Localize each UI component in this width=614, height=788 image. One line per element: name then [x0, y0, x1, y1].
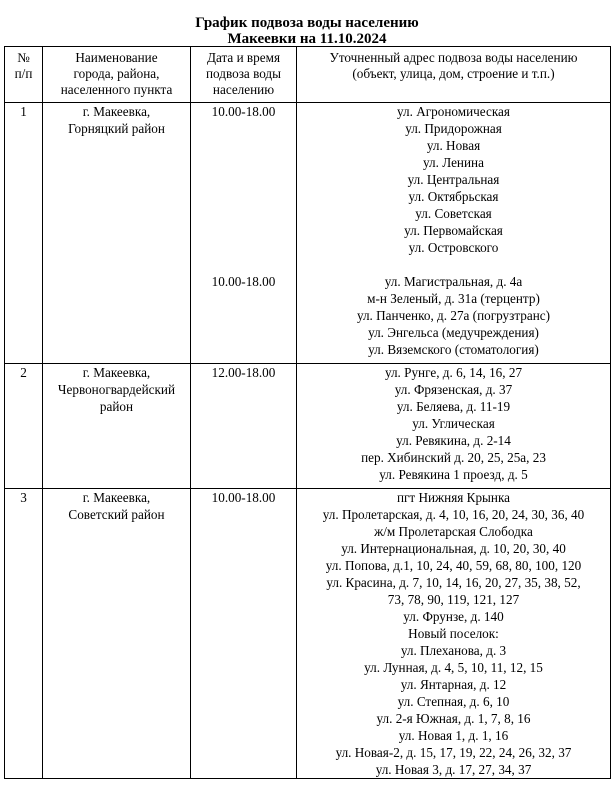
header-address-line: Уточненный адрес подвоза воды населению — [329, 50, 578, 65]
header-address-line: (объект, улица, дом, строение и т.п.) — [352, 66, 555, 81]
city-line: г. Макеевка, — [82, 365, 151, 380]
header-address — [297, 47, 611, 103]
row-number: 1 — [5, 103, 43, 364]
header-time-line: населению — [212, 82, 275, 97]
table-header-row — [5, 47, 611, 103]
address-line: 73, 78, 90, 119, 121, 127 — [387, 592, 520, 607]
address-line: ул. Беляева, д. 11-19 — [396, 399, 511, 414]
address-line: м-н Зеленый, д. 31а (терцентр) — [367, 291, 540, 306]
address-line: ул. Плеханова, д. 3 — [400, 643, 507, 658]
city-line: Советский район — [68, 507, 165, 522]
address-line: ул. Ленина — [423, 155, 484, 170]
address-line: пгт Нижняя Крынка — [396, 490, 511, 505]
address-line: Новый поселок: — [408, 626, 499, 641]
document-title-line2: Макеевки на 11.10.2024 — [227, 31, 387, 47]
address-line: ул. Островского — [408, 240, 499, 255]
header-city — [43, 47, 191, 103]
time-value: 10.00-18.00 — [211, 104, 276, 119]
row-number: 3 — [5, 489, 43, 779]
address-line: ул. Красина, д. 7, 10, 14, 16, 20, 27, 35, 38, 52, — [326, 575, 581, 590]
address-line: ул. Рунге, д. 6, 14, 16, 27 — [384, 365, 523, 380]
water-schedule-table — [4, 46, 611, 779]
time-value: 10.00-18.00 — [211, 490, 276, 505]
row-addresses — [297, 103, 611, 364]
address-line: ул. Агрономическая — [397, 104, 510, 119]
header-time-line: Дата и время — [206, 50, 281, 65]
address-line: ул. Лунная, д. 4, 5, 10, 11, 12, 15 — [364, 660, 543, 675]
row-time — [191, 103, 297, 364]
address-line: ул. Советская — [415, 206, 492, 221]
header-time — [191, 47, 297, 103]
time-value: 12.00-18.00 — [211, 365, 276, 380]
header-num-line: п/п — [14, 66, 33, 81]
address-line: ул. Придорожная — [405, 121, 502, 136]
row-addresses — [297, 364, 611, 489]
city-line: Червоногвардейский — [57, 382, 176, 397]
address-line: ул. Ревякина 1 проезд, д. 5 — [379, 467, 528, 482]
address-line: ул. Интернациональная, д. 10, 20, 30, 40 — [341, 541, 566, 556]
address-line: ул. Фрязенская, д. 37 — [394, 382, 513, 397]
city-line: район — [99, 399, 134, 414]
row-time — [191, 364, 297, 489]
city-line: Горняцкий район — [68, 121, 165, 136]
row-city — [43, 103, 191, 364]
address-line: ул. Центральная — [407, 172, 500, 187]
address-line: ул. Магистральная, д. 4а — [384, 274, 523, 289]
table-row — [5, 364, 611, 489]
header-num-line: № — [17, 50, 30, 65]
address-line: ул. Углическая — [412, 416, 495, 431]
address-line: ул. Панченко, д. 27а (погрузтранс) — [356, 308, 551, 323]
header-city-line: населенного пункта — [60, 82, 173, 97]
row-number: 2 — [5, 364, 43, 489]
time-value: 10.00-18.00 — [211, 274, 276, 289]
address-line: ул. Октябрьская — [408, 189, 499, 204]
table-row — [5, 103, 611, 364]
address-line: ул. Степная, д. 6, 10 — [397, 694, 510, 709]
row-city — [43, 364, 191, 489]
document-title-line1: График подвоза воды населению — [195, 15, 419, 31]
header-city-line: города, района, — [73, 66, 160, 81]
address-line: ул. Фрунзе, д. 140 — [403, 609, 504, 624]
address-line: ул. Новая-2, д. 15, 17, 19, 22, 24, 26, 32, 37 — [335, 745, 572, 760]
row-city — [43, 489, 191, 779]
row-time — [191, 489, 297, 779]
address-line: ул. Вяземского (стоматология) — [368, 342, 539, 357]
address-line: ул. Ревякина, д. 2-14 — [396, 433, 511, 448]
header-city-line: Наименование — [75, 50, 158, 65]
address-line: ул. Попова, д.1, 10, 24, 40, 59, 68, 80, 100, 120 — [325, 558, 582, 573]
row-addresses — [297, 489, 611, 779]
address-line: ул. 2-я Южная, д. 1, 7, 8, 16 — [376, 711, 531, 726]
address-line: ул. Новая 1, д. 1, 16 — [398, 728, 509, 743]
city-line: г. Макеевка, — [82, 490, 151, 505]
address-line: пер. Хибинский д. 20, 25, 25а, 23 — [361, 450, 546, 465]
city-line: г. Макеевка, — [82, 104, 151, 119]
address-line: ул. Янтарная, д. 12 — [400, 677, 507, 692]
address-line: ул. Новая — [426, 138, 481, 153]
address-line: ул. Первомайская — [404, 223, 503, 238]
address-line: ул. Новая 3, д. 17, 27, 34, 37 — [375, 762, 532, 777]
header-time-line: подвоза воды — [206, 66, 281, 81]
table-row — [5, 489, 611, 779]
address-line: ул. Пролетарская, д. 4, 10, 16, 20, 24, 30, 36, 40 — [322, 507, 585, 522]
address-line: ж/м Пролетарская Слободка — [374, 524, 533, 539]
address-line: ул. Энгельса (медучреждения) — [368, 325, 539, 340]
header-num — [5, 47, 43, 103]
